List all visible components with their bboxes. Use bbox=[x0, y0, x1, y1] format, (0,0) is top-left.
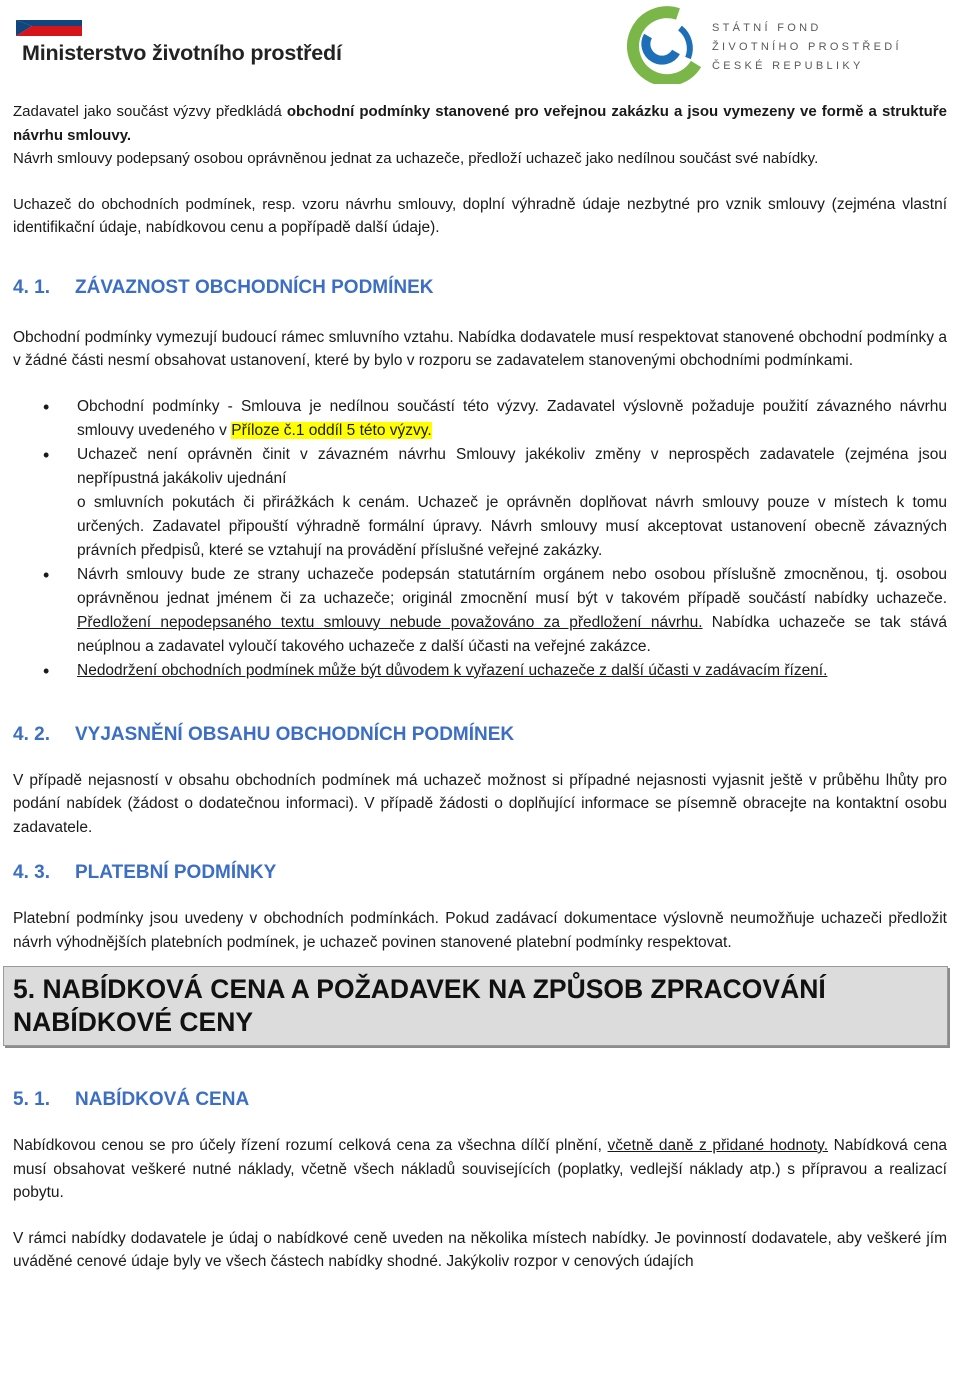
section-number: 4. 3. bbox=[13, 862, 50, 883]
sfzp-logo-text bbox=[712, 19, 902, 76]
intro-p2-b: doplní výhradně údaje nezbytné pro vznik smlouvy (zejména vlastní identifikační údaje, nabídkovou cenu a popřípadě další údaje). bbox=[13, 195, 947, 236]
section-title: PLATEBNÍ PODMÍNKY bbox=[75, 862, 277, 883]
list-item bbox=[13, 563, 947, 659]
section-5-1-paragraph-2: V rámci nabídky dodavatele je údaj o nabídkové ceně uveden na několika místech nabídky. Je povinností dodavatele, aby veškeré jím uváděné cenové údaje byly ve všech částech nabídky shodné. Jakýkoliv rozpor v cenových údajích bbox=[13, 1229, 947, 1270]
ministry-logo-text: Ministerstvo životního prostředí bbox=[22, 41, 342, 65]
intro-paragraph-2 bbox=[13, 193, 947, 240]
list-item-text: Uchazeč není oprávněn činit v závazném návrhu Smlouvy jakékoliv změny v neprospěch zadavatele (zejména jsou nepřípustná jakákoliv ujednání bbox=[77, 445, 947, 487]
section-number: 4. 1. bbox=[13, 276, 50, 298]
section-number: 5. 1. bbox=[13, 1089, 50, 1110]
list-item-text-2: o smluvních pokutách či přirážkách k cenám. Uchazeč je oprávněn doplňovat návrh smlouvy pouze v místech k tomu určených. Zadavatel připouští výhradně formální úpravy. Návrh smlouvy musí akceptovat ustanovení obecně závazných právních předpisů, které se vztahují na provádění příslušné veřejné zakázky. bbox=[77, 493, 947, 559]
sfzp-line-1: STÁTNÍ FOND bbox=[712, 22, 822, 34]
conditions-list bbox=[13, 395, 947, 683]
section-4-2-heading bbox=[13, 723, 947, 747]
list-item bbox=[13, 395, 947, 443]
chapter-5-banner: 5. NABÍDKOVÁ CENA A POŽADAVEK NA ZPŮSOB ZPRACOVÁNÍ NABÍDKOVÉ CENY bbox=[3, 966, 948, 1046]
section-5-1-paragraph-1 bbox=[13, 1134, 947, 1205]
sfzp-circle-icon bbox=[618, 6, 708, 84]
sfzp-line-3: ČESKÉ REPUBLIKY bbox=[712, 60, 864, 72]
list-item-text: Obchodní podmínky - Smlouva je nedílnou součástí této výzvy. Zadavatel výslovně požaduje použití závazného návrhu smlouvy uvedeného v bbox=[77, 397, 947, 439]
intro-paragraph-1 bbox=[13, 100, 947, 171]
section-title: ZÁVAZNOST OBCHODNÍCH PODMÍNEK bbox=[75, 276, 434, 298]
document-body bbox=[13, 100, 947, 1274]
section-4-1-paragraph: Obchodní podmínky vymezují budoucí rámec smluvního vztahu. Nabídka dodavatele musí respektovat stanovené obchodní podmínky a v žádné části nesmí obsahovat ustanovení, které by bylo v rozporu se zadavatelem stanovenými obchodními podmínkami. bbox=[13, 328, 947, 369]
intro-text: Zadavatel jako součást výzvy předkládá bbox=[13, 103, 287, 120]
intro-p2-a: Uchazeč do obchodních podmínek, resp. vzoru návrhu smlouvy, bbox=[13, 195, 463, 213]
section-title: NABÍDKOVÁ CENA bbox=[75, 1089, 250, 1110]
paragraph-text-2: Nabídková cena musí obsahovat veškeré nutné náklady, včetně všech nákladů souvisejících (poplatky, vedlejší náklady atp.) s přípravou a realizací pobytu. bbox=[13, 1137, 947, 1201]
sfzp-line-2: ŽIVOTNÍHO PROSTŘEDÍ bbox=[712, 41, 902, 53]
underlined-text: Nedodržení obchodních podmínek může být důvodem k vyřazení uchazeče z další účasti v zadávacím řízení. bbox=[77, 661, 828, 679]
section-4-3-paragraph: Platební podmínky jsou uvedeny v obchodních podmínkách. Pokud zadávací dokumentace výslovně neumožňuje uchazeči předložit návrh výhodnějších platebních podmínek, je uchazeč povinen stanovené platební podmínky respektovat. bbox=[13, 910, 947, 951]
list-item-text-2: Nabídka uchazeče se tak stává neúplnou a zadavatel vyloučí takového uchazeče z další účasti na veřejné zakázce. bbox=[77, 613, 947, 655]
list-item-text: Návrh smlouvy bude ze strany uchazeče podepsán statutárním orgánem nebo osobou příslušně zmocněnou, tj. osobou oprávněnou jednat jménem či za uchazeče; originál zmocnění musí být v takovém případě součástí nabídky uchazeče. bbox=[77, 565, 947, 607]
intro-text-2: Návrh smlouvy podepsaný osobou oprávněnou jednat za uchazeče, předloží uchazeč jako nedílnou součást své nabídky. bbox=[13, 150, 819, 167]
list-item bbox=[13, 443, 947, 563]
underlined-text: včetně daně z přidané hodnoty. bbox=[607, 1137, 829, 1154]
intro-bold-text: obchodní podmínky stanovené pro veřejnou zakázku a jsou vymezeny ve formě a struktuře návrhu smlouvy. bbox=[13, 103, 947, 144]
section-title: VYJASNĚNÍ OBSAHU OBCHODNÍCH PODMÍNEK bbox=[75, 723, 515, 745]
highlighted-reference: Příloze č.1 oddíl 5 této výzvy. bbox=[231, 421, 432, 439]
underlined-text: Předložení nepodepsaného textu smlouvy nebude považováno za předložení návrhu. bbox=[77, 613, 703, 631]
section-4-3-heading bbox=[13, 861, 947, 885]
section-4-1-heading bbox=[13, 276, 947, 300]
list-item bbox=[13, 659, 947, 683]
section-5-1-heading bbox=[13, 1088, 947, 1112]
section-4-2-paragraph: V případě nejasností v obsahu obchodních podmínek má uchazeč možnost si případné nejasnosti vyjasnit ještě v průběhu lhůty pro podání nabídek (žádost o dodatečnou informaci). V případě žádosti o doplňující informace se písemně obracejte na kontaktní osobu zadavatele. bbox=[13, 771, 947, 836]
section-number: 4. 2. bbox=[13, 723, 50, 745]
paragraph-text: Nabídkovou cenou se pro účely řízení rozumí celková cena za všechna dílčí plnění, bbox=[13, 1137, 608, 1154]
